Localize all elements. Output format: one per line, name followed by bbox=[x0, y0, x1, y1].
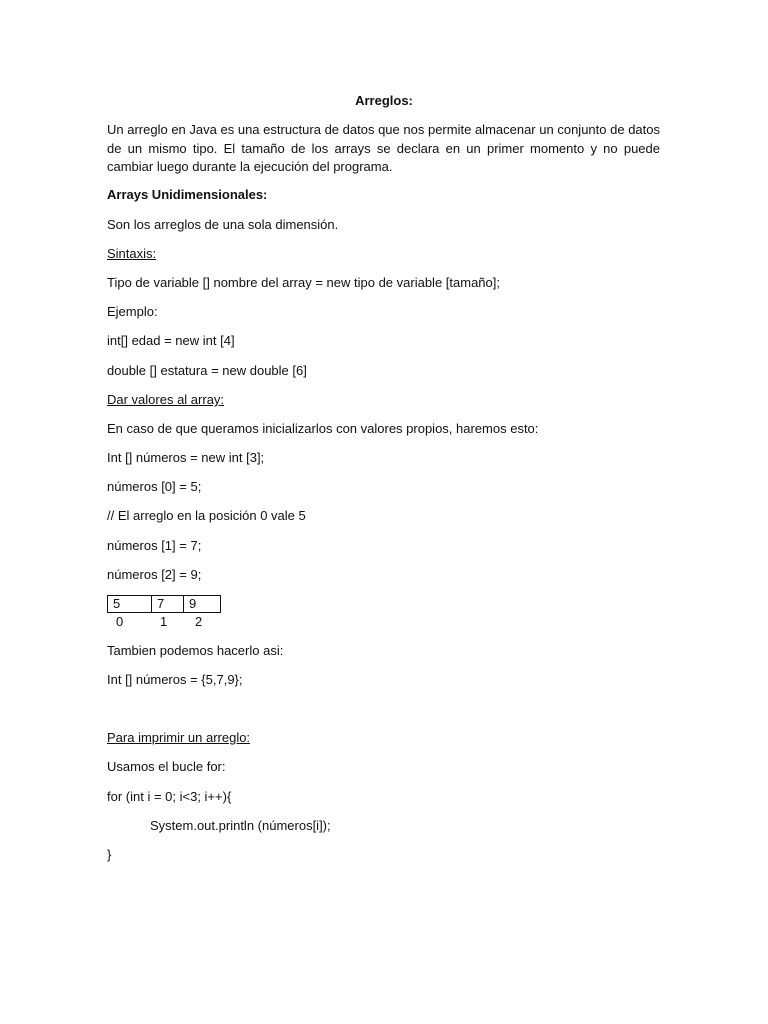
array-index: 1 bbox=[160, 614, 168, 629]
example-heading: Ejemplo: bbox=[107, 304, 158, 319]
syntax-line: Tipo de variable [] nombre del array = new tipo de variable [tamaño]; bbox=[107, 275, 500, 290]
example-line: double [] estatura = new double [6] bbox=[107, 363, 307, 378]
loop-line: for (int i = 0; i<3; i++){ bbox=[107, 789, 232, 804]
give-values-description: En caso de que queramos inicializarlos con valores propios, haremos esto: bbox=[107, 421, 539, 436]
give-values-heading: Dar valores al array: bbox=[107, 392, 225, 407]
document-title: Arreglos: bbox=[355, 93, 413, 108]
code-line: números [1] = 7; bbox=[107, 538, 202, 553]
array-cell: 5 bbox=[108, 596, 152, 613]
syntax-heading: Sintaxis: bbox=[107, 246, 157, 261]
array-cell: 7 bbox=[152, 596, 184, 613]
array-index: 0 bbox=[116, 614, 124, 629]
unidimensional-description: Son los arreglos de una sola dimensión. bbox=[107, 217, 339, 232]
example-line: int[] edad = new int [4] bbox=[107, 333, 235, 348]
code-line: números [0] = 5; bbox=[107, 479, 202, 494]
print-description: Usamos el bucle for: bbox=[107, 759, 226, 774]
section-heading-unidimensional: Arrays Unidimensionales: bbox=[107, 187, 268, 202]
code-line: Int [] números = new int [3]; bbox=[107, 450, 265, 465]
code-line: números [2] = 9; bbox=[107, 567, 202, 582]
intro-paragraph: Un arreglo en Java es una estructura de datos que nos permite almacenar un conjunto de datos de un mismo tipo. El tamaño de los arrays se declara en un primer momento y no puede cambiar luego durante la ejecución del programa. bbox=[107, 122, 660, 174]
loop-closing-brace: } bbox=[107, 847, 112, 862]
print-heading: Para imprimir un arreglo: bbox=[107, 730, 251, 745]
alternative-heading: Tambien podemos hacerlo asi: bbox=[107, 643, 284, 658]
array-index: 2 bbox=[195, 614, 203, 629]
alternative-code-line: Int [] números = {5,7,9}; bbox=[107, 672, 243, 687]
loop-body-line: System.out.println (números[i]); bbox=[150, 818, 331, 833]
array-diagram bbox=[107, 595, 221, 613]
code-comment: // El arreglo en la posición 0 vale 5 bbox=[107, 508, 306, 523]
array-cell: 9 bbox=[184, 596, 221, 613]
